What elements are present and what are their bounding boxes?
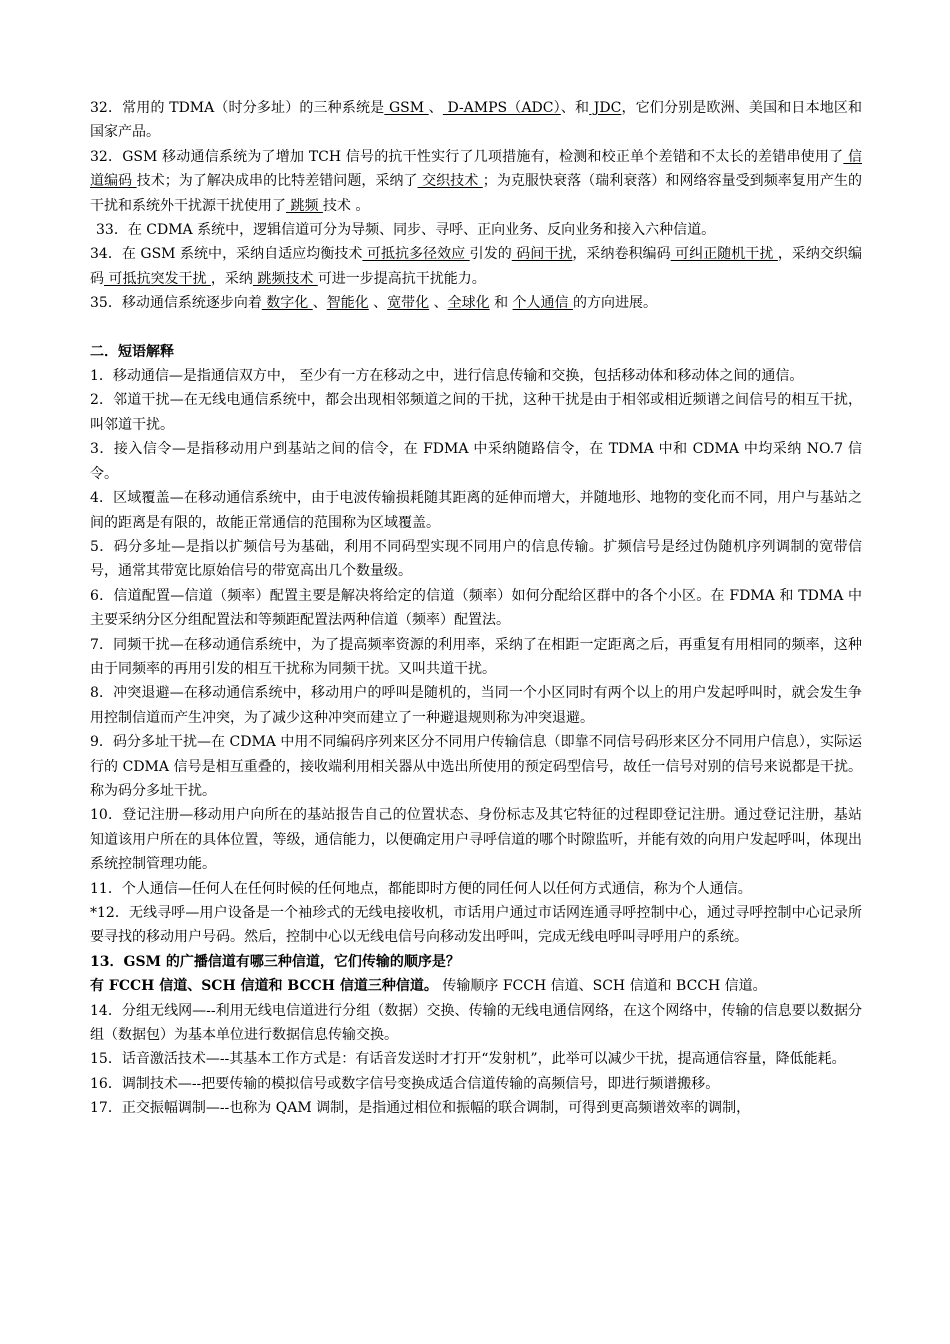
answer-blank: 可纠正随机干扰 <box>670 246 778 263</box>
definition-item: 16．调制技术—--把要传输的模拟信号或数字信号变换成适合信道传输的高频信号，即进行频谱搬移。 <box>90 1075 720 1092</box>
question-32-tdma <box>90 96 862 145</box>
section-heading: 二．短语解释 <box>90 343 174 360</box>
definition-item: 15．话音激活技术—--其基本工作方式是：有话音发送时才打开“发射机”，此举可以减少干扰，提高通信容量，降低能耗。 <box>90 1051 846 1068</box>
definition-item: 8．冲突退避—在移动通信系统中，移动用户的呼叫是随机的，当同一个小区同时有两个以上的用户发起呼叫时，就会发生争用控制信道而产生冲突，为了减少这种冲突而建立了一种避退规则称为冲突退避。 <box>90 685 862 726</box>
question-text: 34．在 GSM 系统中，采纳自适应均衡技术 <box>90 246 363 263</box>
answer-bold-text: 有 FCCH 信道、SCH 信道和 BCCH 信道三种信道。 <box>90 978 438 995</box>
question-text: 技术 。 <box>322 197 370 214</box>
question-text: ，采纳卷积编码 <box>572 246 671 263</box>
question-text: 可进一步提高抗干扰能力。 <box>317 270 486 287</box>
question-text: ；为克服快衰落（瑞利衰落）和网络容量受到频率复用产生的干扰和系统外干扰源干扰使用了 <box>90 173 863 214</box>
question-35 <box>90 291 862 315</box>
question-13-title: 13．GSM 的广播信道有哪三种信道，它们传输的顺序是？ <box>90 953 460 970</box>
document-page <box>90 96 862 1121</box>
answer-blank: 全球化 <box>447 295 490 312</box>
answer-blank: 码间干扰 <box>511 246 573 263</box>
question-text: 的方向进展。 <box>573 295 657 312</box>
answer-text: 传输顺序 FCCH 信道、SCH 信道和 BCCH 信道。 <box>437 978 767 995</box>
answer-blank: 交织技术 <box>417 173 483 190</box>
definition-item: 4．区域覆盖—在移动通信系统中，由于电波传输损耗随其距离的延伸而增大，并随地形、地物的变化而不同，用户与基站之间的距离是有限的，故能正常通信的范围称为区域覆盖。 <box>90 490 862 531</box>
definition-item: *12．无线寻呼—用户设备是一个袖珍式的无线电接收机，市话用户通过市话网连通寻呼控制中心，通过寻呼控制中心记录所要寻找的移动用户号码。然后，控制中心以无线电信号向移动发出呼叫，完成无线电呼叫寻呼用户的系统。 <box>90 905 862 946</box>
question-text: 、 <box>429 295 448 312</box>
question-text: 、 <box>368 295 388 312</box>
definition-item: 1．移动通信—是指通信双方中， 至少有一方在移动之中，进行信息传输和交换，包括移动体和移动体之间的通信。 <box>90 368 804 385</box>
section-spacer <box>90 316 862 340</box>
answer-blank: 个人通信 <box>512 295 573 312</box>
question-text: ，它们分别是欧洲、美国和日本地区和国家产品。 <box>90 100 863 141</box>
question-33: 33．在 CDMA 系统中，逻辑信道可分为导频、同步、寻呼、正向业务、反向业务和接入六种信道。 <box>96 222 716 239</box>
question-text: ，采纳 <box>210 270 253 287</box>
question-32-gsm <box>90 145 862 218</box>
answer-blank: 跳频 <box>286 197 323 214</box>
definition-item: 3．接入信令—是指移动用户到基站之间的信令，在 FDMA 中采纳随路信令，在 TDMA 中和 CDMA 中均采纳 NO.7 信令。 <box>90 441 862 482</box>
question-34 <box>90 242 862 291</box>
question-text: 32．GSM 移动通信系统为了增加 TCH 信号的抗干性实行了几项措施有，检测和校正单个差错和不太长的差错串使用了 <box>90 148 844 165</box>
question-text: 、 <box>428 100 443 116</box>
answer-blank: D-AMPS（ADC） <box>442 100 561 116</box>
question-13-answer <box>90 974 862 998</box>
definition-item: 11．个人通信—任何人在任何时候的任何地点，都能即时方便的同任何人以任何方式通信，称为个人通信。 <box>90 880 752 897</box>
answer-blank: 智能化 <box>326 295 369 312</box>
question-text: 32．常用的 TDMA（时分多址）的三种系统是 <box>90 100 385 116</box>
question-text: 和 <box>489 295 513 312</box>
question-text: 35．移动通信系统逐步向着 <box>90 295 262 312</box>
answer-blank: 跳频技术 <box>252 270 318 287</box>
question-text: 引发的 <box>469 246 512 263</box>
answer-blank: GSM <box>384 100 429 116</box>
answer-blank: 信道编码 <box>90 148 863 190</box>
definition-item: 10．登记注册—移动用户向所在的基站报告自己的位置状态、身份标志及其它特征的过程即登记注册。通过登记注册，基站知道该用户所在的具体位置，等级，通信能力，以便确定用户寻呼信道的哪个时隙监听，并能有效的向用户发起呼叫，体现出系统控制管理功能。 <box>90 807 862 873</box>
question-text: 、 <box>312 295 327 312</box>
definition-item: 14．分组无线网—--利用无线电信道进行分组（数据）交换、传输的无线电通信网络，在这个网络中，传输的信息要以数据分组（数据包）为基本单位进行数据信息传输交换。 <box>90 1002 862 1044</box>
definition-item: 17．正交振幅调制—--也称为 QAM 调制，是指通过相位和振幅的联合调制，可得到更高频谱效率的调制， <box>90 1100 751 1117</box>
definition-item: 9．码分多址干扰—在 CDMA 中用不同编码序列来区分不同用户传输信息（即靠不同信号码形来区分不同用户信息），实际运行的 CDMA 信号是相互重叠的，接收端利用相关器从中选出所使用的预定码型信号，故任一信号对别的信号来说都是干扰。称为码分多址干扰。 <box>90 734 862 799</box>
answer-blank: 宽带化 <box>387 295 430 312</box>
question-text: 、和 <box>560 100 590 116</box>
answer-blank: 数字化 <box>261 295 313 312</box>
definition-item: 6．信道配置—信道（频率）配置主要是解决将给定的信道（频率）如何分配给区群中的各个小区。在 FDMA 和 TDMA 中主要采纳分区分组配置法和等频距配置法两种信道（频率）配置法。 <box>90 587 862 629</box>
definition-item: 2．邻道干扰—在无线电通信系统中，都会出现相邻频道之间的干扰，这种干扰是由于相邻或相近频谱之间信号的相互干扰，叫邻道干扰。 <box>90 392 862 433</box>
answer-blank: 可抵抗多径效应 <box>362 246 470 263</box>
answer-blank: 可抵抗突发干扰 <box>104 270 211 287</box>
question-text: 技术；为了解决成串的比特差错问题，采纳了 <box>136 173 418 190</box>
answer-blank: JDC <box>589 100 622 116</box>
definition-item: 7．同频干扰—在移动通信系统中，为了提高频率资源的利用率，采纳了在相距一定距离之后，再重复有用相同的频率，这种由于同频率的再用引发的相互干扰称为同频干扰。又叫共道干扰。 <box>90 636 862 677</box>
question-text: ，采纳交织编码 <box>90 246 863 287</box>
definition-item: 5．码分多址—是指以扩频信号为基础，利用不同码型实现不同用户的信息传输。扩频信号是经过伪随机序列调制的宽带信号，通常其带宽比原始信号的带宽高出几个数量级。 <box>90 538 862 580</box>
